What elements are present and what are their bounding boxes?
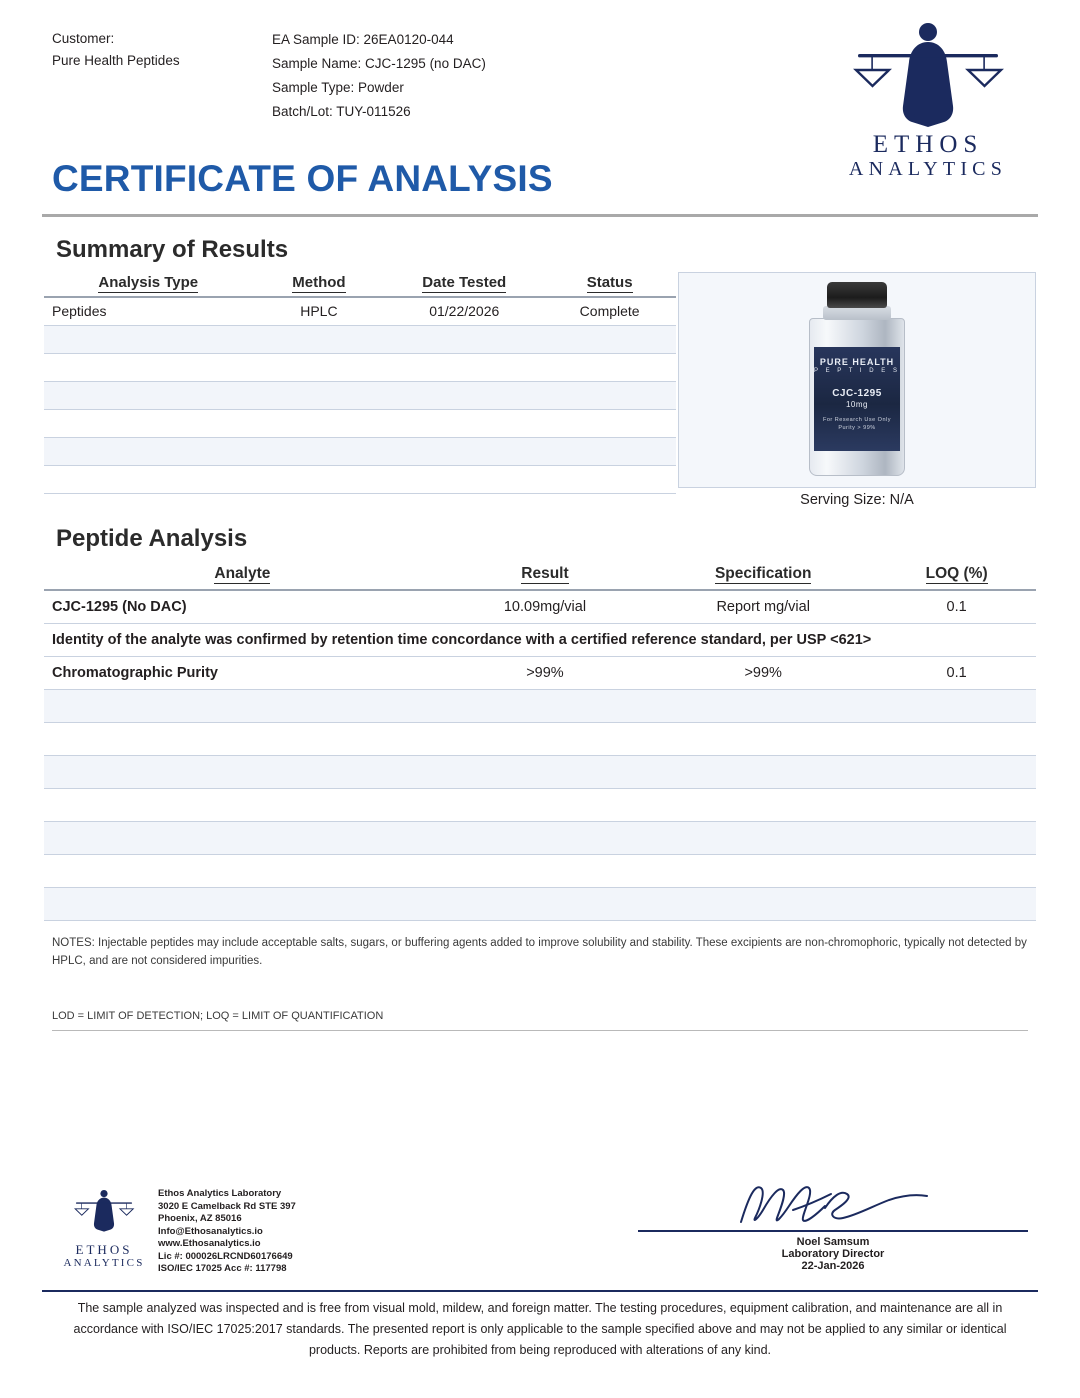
peptide-table [44, 563, 1036, 921]
table-row [44, 465, 676, 493]
vial-brand: PURE HEALTH [819, 357, 895, 367]
vial-strength: 10mg [845, 400, 868, 409]
table-row [44, 437, 676, 465]
sample-id: EA Sample ID: 26EA0120-044 [272, 32, 454, 47]
disclaimer-text: The sample analyzed was inspected and is free from visual mold, mildew, and foreign matter. The testing procedures, equipment calibration, and maintenance are all in accordance with ISO/IEC 17025:2017 standards. The presented report is only applicable to the sample specified above and may not be applied to any similar or identical products. Reports are prohibited from being reproduced with alterations of any kind. [73, 1301, 1007, 1357]
customer-block [52, 28, 180, 72]
peptide-cell-spec: >99% [649, 656, 877, 689]
scales-of-justice-icon [64, 1186, 144, 1238]
title-divider [42, 214, 1038, 217]
table-row [44, 297, 676, 325]
lab-email: Info@Ethosanalytics.io [158, 1225, 263, 1237]
signer-role: Laboratory Director [781, 1248, 885, 1260]
summary-table-wrap [44, 272, 676, 494]
vial-note-purity: Purity > 99% [838, 425, 876, 431]
summary-header-row [44, 272, 676, 297]
page-title: CERTIFICATE OF ANALYSIS [52, 158, 553, 199]
vial-brand-sub: P E P T I D E S [814, 368, 900, 374]
table-row [44, 722, 1036, 755]
vial-note-research: For Research Use Only [823, 417, 891, 423]
lod-loq-legend: LOD = LIMIT OF DETECTION; LOQ = LIMIT OF QUANTIFICATION [52, 1010, 1028, 1031]
peptide-heading: Peptide Analysis [56, 525, 248, 552]
lab-address: 3020 E Camelback Rd STE 397 [158, 1200, 296, 1212]
notes-text: NOTES: Injectable peptides may include acceptable salts, sugars, or buffering agents added to improve solubility and stability. These excipients are non-chromophoric, typically not detected by HPLC, and are not considered impurities. [52, 937, 1027, 967]
summary-cell-analysis-type: Peptides [44, 297, 253, 325]
lab-info [158, 1188, 296, 1276]
peptide-col-loq: LOQ (%) [877, 563, 1036, 590]
brand-name: ETHOS [872, 131, 984, 158]
table-row [44, 854, 1036, 887]
summary-col-date-tested: Date Tested [385, 272, 543, 297]
peptide-cell-loq: 0.1 [877, 590, 1036, 623]
product-image-panel [678, 272, 1036, 488]
peptide-cell-analyte: Chromatographic Purity [44, 656, 441, 689]
peptide-col-specification: Specification [649, 563, 877, 590]
summary-col-analysis-type: Analysis Type [44, 272, 253, 297]
vial-label [814, 347, 900, 451]
summary-col-method: Method [253, 272, 386, 297]
identity-note: Identity of the analyte was confirmed by retention time concordance with a certified reference standard, per USP <621> [44, 623, 1036, 656]
footer-divider [42, 1290, 1038, 1292]
table-row [44, 821, 1036, 854]
signer-name: Noel Samsum [796, 1236, 870, 1248]
vial-body [809, 318, 905, 476]
peptide-cell-result: >99% [441, 656, 649, 689]
signature-icon [683, 1176, 983, 1228]
table-row [44, 590, 1036, 623]
serving-size: Serving Size: N/A [800, 492, 914, 508]
identity-note-row [44, 623, 1036, 656]
table-row [44, 755, 1036, 788]
table-row [44, 788, 1036, 821]
brand-subname: ANALYTICS [848, 158, 1008, 181]
signature-line [638, 1230, 1028, 1232]
lab-city: Phoenix, AZ 85016 [158, 1213, 242, 1224]
summary-cell-date: 01/22/2026 [385, 297, 543, 325]
scales-of-justice-icon [828, 18, 1028, 138]
customer-label: Customer: [52, 31, 115, 46]
summary-table [44, 272, 676, 494]
table-row [44, 656, 1036, 689]
sample-block [272, 28, 486, 124]
signature-block [638, 1176, 1028, 1272]
lab-accreditation: ISO/IEC 17025 Acc #: 117798 [158, 1263, 287, 1274]
summary-heading: Summary of Results [56, 236, 289, 263]
peptide-header-row [44, 563, 1036, 590]
customer-name: Pure Health Peptides [52, 53, 180, 68]
table-row [44, 409, 676, 437]
table-row [44, 381, 676, 409]
lab-website: www.Ethosanalytics.io [158, 1238, 261, 1249]
peptide-col-result: Result [441, 563, 649, 590]
peptide-table-wrap [44, 563, 1036, 921]
peptide-cell-loq: 0.1 [877, 656, 1036, 689]
sample-name: Sample Name: CJC-1295 (no DAC) [272, 56, 486, 71]
sample-type: Sample Type: Powder [272, 80, 404, 95]
peptide-cell-analyte: CJC-1295 (No DAC) [44, 590, 441, 623]
peptide-cell-result: 10.09mg/vial [441, 590, 649, 623]
vial-cap [827, 282, 887, 308]
table-row [44, 353, 676, 381]
lab-license: Lic #: 000026LRCND60176649 [158, 1250, 293, 1262]
footer-brand-name: ETHOS [75, 1242, 133, 1257]
vial-neck [823, 306, 891, 320]
vial-image [806, 282, 908, 478]
signed-date: 22-Jan-2026 [801, 1260, 865, 1272]
peptide-col-analyte: Analyte [44, 563, 441, 590]
summary-col-status: Status [543, 272, 676, 297]
footer-brand-subname: ANALYTICS [63, 1257, 145, 1270]
summary-cell-method: HPLC [253, 297, 386, 325]
footer-brand-logo [56, 1186, 152, 1269]
table-row [44, 887, 1036, 920]
batch-lot: Batch/Lot: TUY-011526 [272, 104, 411, 119]
lab-name: Ethos Analytics Laboratory [158, 1188, 282, 1199]
vial-product: CJC-1295 [832, 388, 882, 399]
brand-logo [828, 18, 1028, 181]
summary-cell-status: Complete [543, 297, 676, 325]
table-row [44, 325, 676, 353]
table-row [44, 689, 1036, 722]
peptide-cell-spec: Report mg/vial [649, 590, 877, 623]
